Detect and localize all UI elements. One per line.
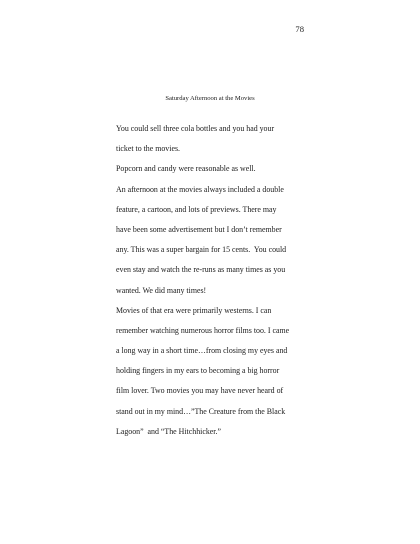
body-text	[116, 119, 316, 442]
text-line: any. This was a super bargain for 15 cents. You could	[116, 245, 287, 255]
text-line: feature, a cartoon, and lots of previews. There may	[116, 204, 277, 214]
text-line: Lagoon” and “The Hitchhicker.”	[116, 426, 221, 436]
text-line: remember watching numerous horror films too. I came	[116, 325, 290, 335]
text-line: Movies of that era were primarily westerns. I can	[116, 305, 272, 315]
text-line: even stay and watch the re-runs as many times as you	[116, 265, 286, 275]
text-line: film lover. Two movies you may have never heard of	[116, 386, 284, 396]
text-line: holding fingers in my ears to becoming a big horror	[116, 366, 280, 376]
text-line: Popcorn and candy were reasonable as well.	[116, 164, 256, 174]
text-line: You could sell three cola bottles and you had your	[116, 124, 275, 133]
text-line: wanted. We did many times!	[116, 285, 207, 295]
text-line: a long way in a short time…from closing my eyes and	[116, 346, 288, 356]
text-line: ticket to the movies.	[116, 144, 180, 154]
text-line: have been some advertisement but I don’t remember	[116, 224, 282, 234]
page-number: 78	[295, 24, 304, 34]
page-title: Saturday Afternoon at the Movies	[165, 95, 255, 102]
text-line: An afternoon at the movies always included a double	[116, 184, 284, 194]
text-line: stand out in my mind…”The Creature from the Black	[116, 406, 286, 416]
